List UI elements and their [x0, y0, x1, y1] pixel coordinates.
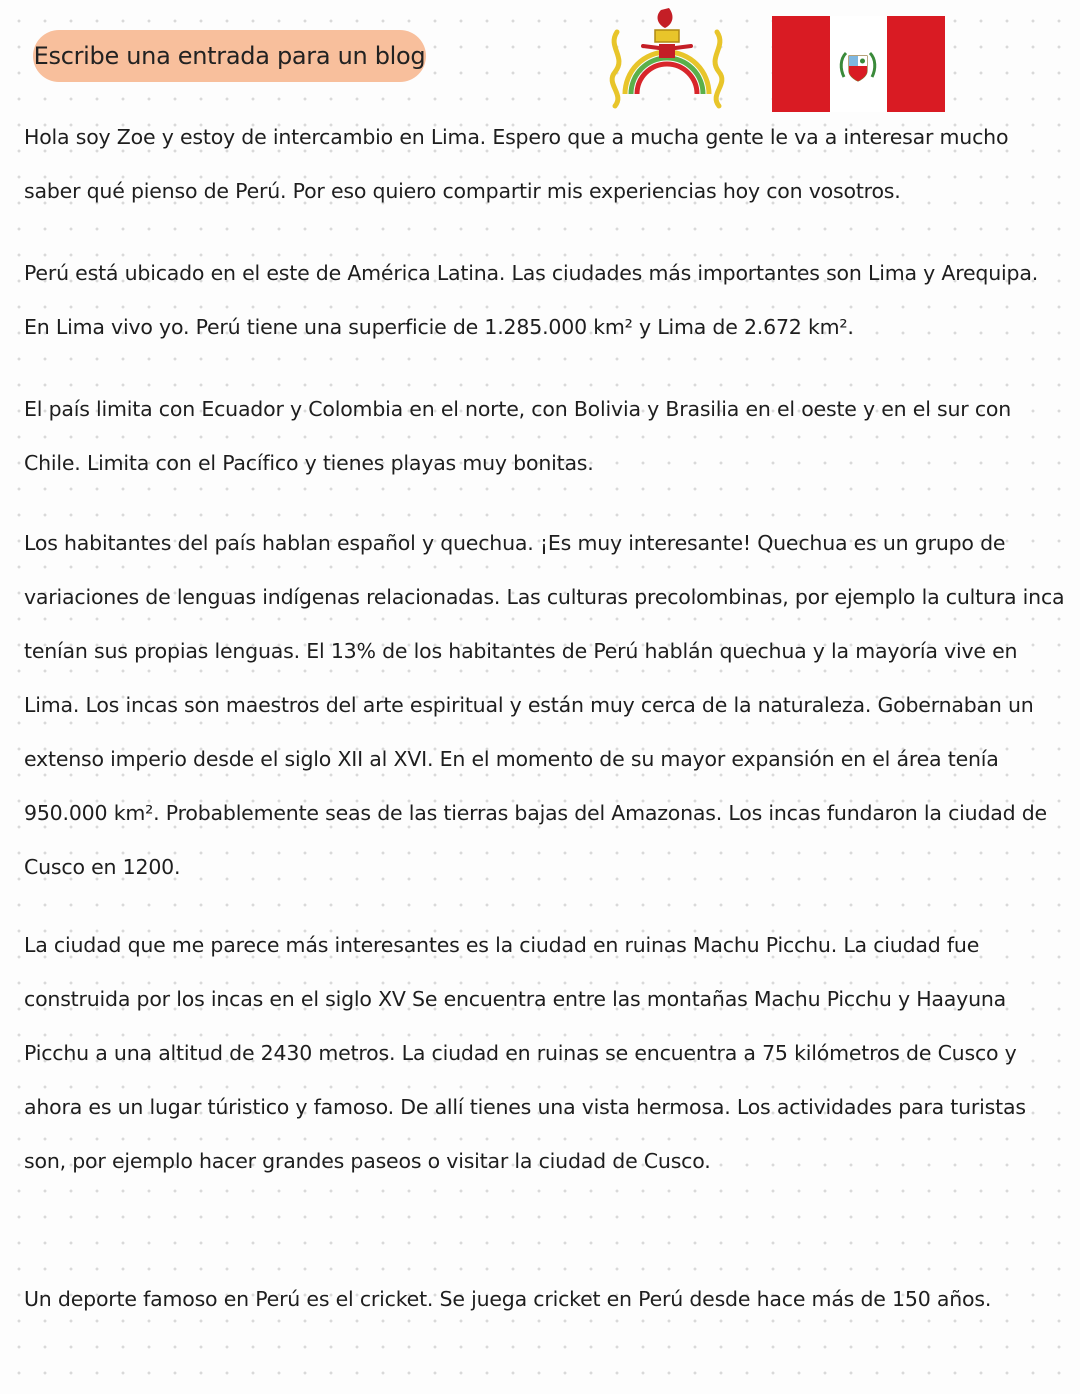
paragraph-sport: Un deporte famoso en Perú es el cricket. Se juega cricket en Perú desde hace más de 150 años. — [24, 1287, 992, 1311]
paragraph-machu-picchu: La ciudad que me parece más interesantes es la ciudad en ruinas Machu Picchu. La ciudad fue construida por los incas en el siglo XV Se encuentra entre las montañas Machu Picchu y Haayuna Picchu a una altitud de 2430 metros. La ciudad en ruinas se encuentra a 75 kilómetros de Cusco y ahora es un lugar túristico y famoso. De allí tienes una vista hermosa. Los actividades para turistas son, por ejemplo hacer grandes paseos o visitar la ciudad de Cusco. — [24, 933, 1026, 1173]
paragraph-borders: El país limita con Ecuador y Colombia en el norte, con Bolivia y Brasilia en el oeste y en el sur con Chile. Limita con el Pacífico y tienes playas muy bonitas. — [24, 397, 1012, 475]
coat-of-arms-icon — [838, 47, 878, 87]
blog-title — [33, 30, 426, 82]
blog-title-text: Escribe una entrada para un blog — [33, 42, 426, 70]
flag-red-band-right — [887, 16, 945, 112]
flag-red-band-left — [772, 16, 830, 112]
peru-flag-icon — [772, 16, 945, 112]
paragraph-location: Perú está ubicado en el este de América Latina. Las ciudades más importantes son Lima y Arequipa. En Lima vivo yo. Perú tiene una superficie de 1.285.000 km² y Lima de 2.672 km². — [24, 261, 1039, 339]
paragraph-inhabitants: Los habitantes del país hablan español y quechua. ¡Es muy interesante! Quechua es un grupo de variaciones de lenguas indígenas relacionadas. Las culturas precolombinas, por ejemplo la cultura inca tenían sus propias lenguas. El 13% de los habitantes de Perú hablán quechua y la mayoría vive en Lima. Los incas son maestros del arte espiritual y están muy cerca de la naturaleza. Gobernaban un extenso imperio desde el siglo XII al XVI. En el momento de su mayor expansión en el área tenía 950.000 km². Probablemente seas de las tierras bajas del Amazonas. Los incas fundaron la ciudad de Cusco en 1200. — [24, 531, 1065, 879]
inca-emblem-icon — [603, 2, 731, 120]
paragraph-intro: Hola soy Zoe y estoy de intercambio en Lima. Espero que a mucha gente le va a interesar mucho saber qué pienso de Perú. Por eso quiero compartir mis experiencias hoy con vosotros. — [24, 125, 1009, 203]
